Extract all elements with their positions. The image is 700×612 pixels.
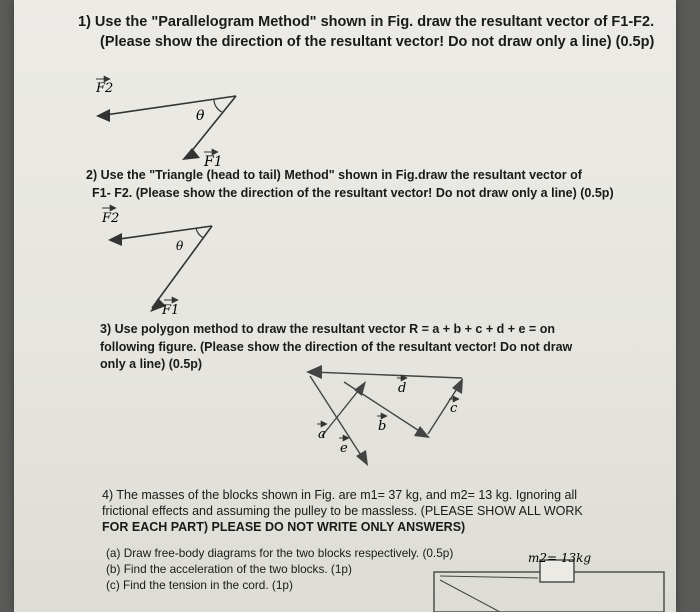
q2-prompt-line1: 2) Use the "Triangle (head to tail) Method" shown in Fig.draw the resultant vector of (86, 168, 582, 182)
q4-figure (434, 551, 664, 612)
q2-label-f1: F1 (162, 303, 180, 318)
q1-f2-arrowhead (96, 109, 110, 122)
q4-prompt-line2: frictional effects and assuming the pulley to be massless. (PLEASE SHOW ALL WORK (102, 504, 583, 518)
q3-vector-e-arrowhead (356, 450, 368, 466)
q4-cord (440, 576, 538, 578)
q3-prompt-line3: only a line) (0.5p) (100, 357, 203, 371)
q4-prompt-line1: 4) The masses of the blocks shown in Fig. are m1= 37 kg, and m2= 13 kg. Ignoring all (102, 488, 578, 502)
q1-label-f1: F1 (204, 154, 223, 170)
q3-prompt-line2: following figure. (Please show the direction of the resultant vector! Do not draw (100, 340, 573, 354)
q3-vector-d-arrowhead (306, 365, 322, 379)
q2-label-theta: θ (176, 239, 184, 253)
q4-incline-line (440, 580, 500, 612)
q3-vector-a (322, 386, 362, 436)
q1-prompt-line2: (Please show the direction of the resultant vector! Do not draw only a line) (0.5p) (100, 34, 655, 50)
q4-prompt-line3: FOR EACH PART) PLEASE DO NOT WRITE ONLY ANSWERS) (102, 520, 466, 534)
q1-label-theta: θ (196, 108, 205, 124)
q1-line-f1 (186, 96, 236, 158)
q1-f1-arrowhead (182, 148, 200, 160)
q3-label-c: c (450, 401, 458, 416)
q2-angle-arc (196, 228, 204, 238)
q2-prompt-line2: F1- F2. (Please show the direction of the resultant vector! Do not draw only a line) (0.5p) (92, 186, 614, 200)
q4-part-c: (c) Find the tension in the cord. (1p) (106, 578, 293, 592)
q3-label-d: d (398, 381, 407, 396)
q1-angle-arc (214, 100, 222, 112)
q3-label-a: a (318, 427, 326, 442)
q3-vector-d (312, 372, 462, 378)
q3-labels (317, 378, 459, 456)
q1-figure (95, 79, 236, 170)
q3-vector-b-arrowhead (414, 426, 430, 438)
q3-label-e: e (340, 441, 348, 456)
q3-vector-c-arrowhead (452, 378, 463, 394)
q4-m2-label: m2= 13kg (528, 551, 592, 565)
q2-label-f2: F2 (102, 211, 120, 226)
q1-label-f2: F2 (96, 81, 114, 96)
q3-prompt-line1: 3) Use polygon method to draw the resultant vector R = a + b + c + d + e = on (100, 322, 555, 336)
q2-line-f2 (112, 226, 212, 240)
q2-figure (101, 208, 212, 318)
q3-label-b: b (378, 419, 387, 434)
q2-f2-arrowhead (108, 233, 122, 246)
q4-part-a: (a) Draw free-body diagrams for the two blocks respectively. (0.5p) (106, 546, 454, 560)
q4-part-b: (b) Find the acceleration of the two blocks. (1p) (106, 562, 352, 576)
q1-prompt-line1: 1) Use the "Parallelogram Method" shown in Fig. draw the resultant vector of F1-F2. (78, 14, 655, 30)
